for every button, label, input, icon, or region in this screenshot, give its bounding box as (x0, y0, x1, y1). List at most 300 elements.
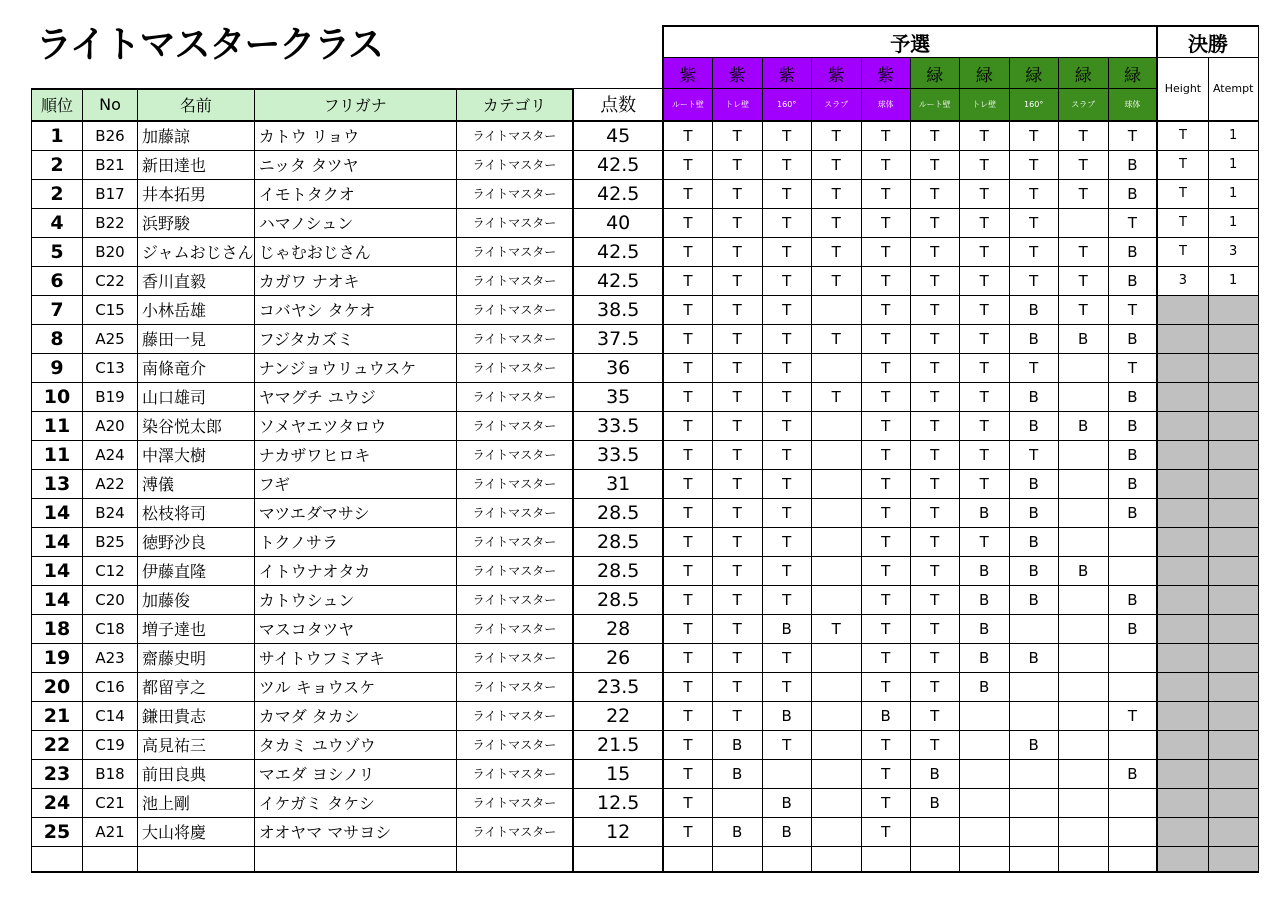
no-cell: C14 (83, 701, 138, 730)
rank-cell: 8 (32, 324, 83, 353)
result-cell: T (712, 614, 762, 643)
result-cell: T (959, 382, 1009, 411)
result-cell (811, 672, 861, 701)
rank-cell: 20 (32, 672, 83, 701)
result-cell: T (762, 266, 811, 295)
result-cell (1058, 585, 1108, 614)
result-cell: T (861, 150, 910, 179)
result-cell: T (762, 150, 811, 179)
final-cell (1157, 585, 1208, 614)
final-cell (1208, 730, 1258, 759)
result-cell: T (861, 469, 910, 498)
final-cell (1157, 469, 1208, 498)
final-cell (1208, 527, 1258, 556)
category-cell: ライトマスター (456, 643, 573, 672)
result-cell: T (663, 817, 712, 846)
result-cell (959, 788, 1009, 817)
table-row (32, 585, 1259, 614)
rank-cell: 25 (32, 817, 83, 846)
result-cell: T (712, 498, 762, 527)
result-cell: T (910, 585, 959, 614)
result-cell (811, 585, 861, 614)
result-cell: T (910, 527, 959, 556)
final-cell (1157, 411, 1208, 440)
final-cell: 1 (1208, 121, 1258, 151)
result-cell (1108, 527, 1157, 556)
name-cell: 小林岳雄 (138, 295, 255, 324)
result-cell: T (861, 643, 910, 672)
result-cell: T (959, 324, 1009, 353)
no-cell: C16 (83, 672, 138, 701)
furigana-cell: イケガミ タケシ (254, 788, 456, 817)
name-cell: 高見祐三 (138, 730, 255, 759)
score-cell: 36 (573, 353, 663, 382)
no-cell: C22 (83, 266, 138, 295)
result-cell: T (1108, 701, 1157, 730)
score-cell: 12.5 (573, 788, 663, 817)
furigana-cell: タカミ ユウゾウ (254, 730, 456, 759)
result-cell: T (762, 208, 811, 237)
result-cell: T (712, 324, 762, 353)
furigana-cell: フジタカズミ (254, 324, 456, 353)
result-cell: T (663, 353, 712, 382)
rank-cell: 10 (32, 382, 83, 411)
empty-cell (811, 846, 861, 872)
score-cell: 12 (573, 817, 663, 846)
category-cell: ライトマスター (456, 324, 573, 353)
final-cell (1208, 498, 1258, 527)
result-cell: T (663, 324, 712, 353)
name-cell: 山口雄司 (138, 382, 255, 411)
name-cell: ジャムおじさん (138, 237, 255, 266)
no-cell: C12 (83, 556, 138, 585)
wall-color-header: 緑 (1009, 58, 1058, 89)
final-cell (1157, 643, 1208, 672)
result-cell: T (861, 440, 910, 469)
result-cell (811, 730, 861, 759)
empty-cell (663, 846, 712, 872)
score-cell: 42.5 (573, 237, 663, 266)
no-cell: B21 (83, 150, 138, 179)
score-cell: 45 (573, 121, 663, 151)
category-cell: ライトマスター (456, 759, 573, 788)
final-cell: 1 (1208, 208, 1258, 237)
result-cell: T (910, 498, 959, 527)
result-cell: T (959, 295, 1009, 324)
name-cell: 増子達也 (138, 614, 255, 643)
furigana-cell: カトウシュン (254, 585, 456, 614)
category-cell: ライトマスター (456, 179, 573, 208)
furigana-cell: カマダ タカシ (254, 701, 456, 730)
result-cell: T (910, 614, 959, 643)
result-cell: T (811, 237, 861, 266)
wall-color-header: 紫 (811, 58, 861, 89)
score-cell: 26 (573, 643, 663, 672)
result-cell: T (663, 672, 712, 701)
result-cell: T (959, 150, 1009, 179)
table-row (32, 527, 1259, 556)
result-cell: T (762, 730, 811, 759)
result-cell: T (910, 295, 959, 324)
result-cell: T (811, 266, 861, 295)
name-cell: 井本拓男 (138, 179, 255, 208)
result-cell: T (861, 237, 910, 266)
final-cell: 1 (1208, 179, 1258, 208)
result-cell (1058, 382, 1108, 411)
result-cell: B (1108, 759, 1157, 788)
empty-cell (1058, 846, 1108, 872)
final-cell (1157, 672, 1208, 701)
result-cell: T (910, 150, 959, 179)
result-cell: T (861, 788, 910, 817)
result-cell: T (762, 440, 811, 469)
final-cell: T (1157, 121, 1208, 151)
result-cell: B (1108, 498, 1157, 527)
result-cell (1108, 556, 1157, 585)
score-cell: 37.5 (573, 324, 663, 353)
result-cell: T (712, 585, 762, 614)
result-cell: B (959, 614, 1009, 643)
result-cell: B (1009, 643, 1058, 672)
result-cell: T (762, 498, 811, 527)
final-cell (1157, 527, 1208, 556)
final-cell (1208, 382, 1258, 411)
final-cell (1208, 411, 1258, 440)
result-cell: T (762, 324, 811, 353)
blank-row (32, 846, 1259, 872)
result-cell: T (762, 527, 811, 556)
name-cell: 前田良典 (138, 759, 255, 788)
result-cell: T (712, 208, 762, 237)
result-cell: T (712, 643, 762, 672)
rank-cell: 4 (32, 208, 83, 237)
result-cell: T (910, 730, 959, 759)
result-cell: T (762, 179, 811, 208)
result-cell: T (910, 411, 959, 440)
result-cell: B (1108, 382, 1157, 411)
result-cell (762, 759, 811, 788)
category-cell: ライトマスター (456, 266, 573, 295)
table-row (32, 237, 1259, 266)
category-cell: ライトマスター (456, 701, 573, 730)
final-cell (1208, 556, 1258, 585)
empty-cell (83, 846, 138, 872)
table-row (32, 788, 1259, 817)
empty-cell (712, 846, 762, 872)
result-cell: T (1009, 121, 1058, 151)
rank-cell: 14 (32, 556, 83, 585)
furigana-cell: マツエダマサシ (254, 498, 456, 527)
name-cell: 藤田一見 (138, 324, 255, 353)
empty-cell (959, 846, 1009, 872)
result-cell (1058, 817, 1108, 846)
result-cell (811, 498, 861, 527)
table-row (32, 266, 1259, 295)
rank-cell: 13 (32, 469, 83, 498)
final-col-header: Atempt (1208, 58, 1258, 121)
result-cell: B (712, 759, 762, 788)
result-cell: T (712, 353, 762, 382)
result-cell: T (1009, 440, 1058, 469)
result-cell: T (762, 469, 811, 498)
rank-cell: 21 (32, 701, 83, 730)
result-cell: B (1108, 469, 1157, 498)
table-row (32, 208, 1259, 237)
category-cell: ライトマスター (456, 788, 573, 817)
table-row (32, 179, 1259, 208)
result-cell: T (861, 266, 910, 295)
category-cell: ライトマスター (456, 295, 573, 324)
result-cell: T (910, 440, 959, 469)
result-cell: T (712, 150, 762, 179)
result-cell: T (959, 266, 1009, 295)
furigana-cell: ツル キョウスケ (254, 672, 456, 701)
rank-cell: 14 (32, 498, 83, 527)
result-cell: T (811, 208, 861, 237)
score-cell: 38.5 (573, 295, 663, 324)
table-row (32, 730, 1259, 759)
result-cell: B (1108, 411, 1157, 440)
category-cell: ライトマスター (456, 498, 573, 527)
result-cell: T (663, 121, 712, 151)
rank-cell: 18 (32, 614, 83, 643)
result-cell: T (663, 614, 712, 643)
result-cell: T (762, 237, 811, 266)
result-cell: T (1009, 208, 1058, 237)
result-cell: T (959, 440, 1009, 469)
result-cell (959, 759, 1009, 788)
result-cell: T (1108, 121, 1157, 151)
final-cell (1208, 759, 1258, 788)
result-cell: T (663, 730, 712, 759)
rank-cell: 22 (32, 730, 83, 759)
final-cell (1208, 469, 1258, 498)
rank-header: 順位 (32, 89, 83, 121)
result-cell (811, 759, 861, 788)
result-cell: T (1009, 150, 1058, 179)
table-row (32, 817, 1259, 846)
result-cell: B (959, 498, 1009, 527)
name-cell: 溥儀 (138, 469, 255, 498)
category-cell: ライトマスター (456, 469, 573, 498)
result-cell: B (712, 730, 762, 759)
result-cell: B (1009, 527, 1058, 556)
furigana-cell: オオヤマ マサヨシ (254, 817, 456, 846)
result-cell: T (762, 353, 811, 382)
result-cell: T (959, 469, 1009, 498)
result-cell: T (861, 208, 910, 237)
final-cell (1157, 295, 1208, 324)
no-cell: A21 (83, 817, 138, 846)
score-cell: 23.5 (573, 672, 663, 701)
furigana-cell: カガワ ナオキ (254, 266, 456, 295)
rank-cell: 11 (32, 411, 83, 440)
table-row (32, 701, 1259, 730)
result-cell: T (1009, 179, 1058, 208)
furigana-cell: じゃむおじさん (254, 237, 456, 266)
result-cell: T (663, 643, 712, 672)
table-row (32, 411, 1259, 440)
score-cell: 33.5 (573, 411, 663, 440)
table-row (32, 150, 1259, 179)
result-cell: T (712, 411, 762, 440)
result-cell (811, 817, 861, 846)
final-header: 決勝 (1157, 26, 1258, 58)
rank-cell: 23 (32, 759, 83, 788)
category-cell: ライトマスター (456, 353, 573, 382)
rank-cell: 14 (32, 527, 83, 556)
result-cell (1058, 672, 1108, 701)
result-cell: T (1108, 295, 1157, 324)
name-header: 名前 (138, 89, 255, 121)
result-cell (811, 295, 861, 324)
score-cell: 15 (573, 759, 663, 788)
final-cell (1208, 295, 1258, 324)
final-cell (1208, 788, 1258, 817)
result-cell: T (959, 121, 1009, 151)
no-header: No (83, 89, 138, 121)
no-cell: B25 (83, 527, 138, 556)
furigana-header: フリガナ (254, 89, 456, 121)
name-cell: 伊藤直隆 (138, 556, 255, 585)
table-row (32, 382, 1259, 411)
result-cell: T (1009, 353, 1058, 382)
result-cell: T (811, 382, 861, 411)
result-cell (1058, 759, 1108, 788)
score-cell: 40 (573, 208, 663, 237)
no-cell: B18 (83, 759, 138, 788)
result-cell: B (1009, 295, 1058, 324)
result-cell (910, 817, 959, 846)
result-cell: T (712, 295, 762, 324)
result-cell: B (910, 759, 959, 788)
result-cell: B (1108, 150, 1157, 179)
furigana-cell: ハマノシュン (254, 208, 456, 237)
result-cell: T (910, 121, 959, 151)
page-title: ライトマスタークラス (36, 23, 384, 66)
wall-color-header: 緑 (1058, 58, 1108, 89)
result-cell: B (1009, 324, 1058, 353)
result-cell: T (910, 672, 959, 701)
final-cell: 1 (1208, 150, 1258, 179)
score-cell: 33.5 (573, 440, 663, 469)
result-cell: T (1058, 266, 1108, 295)
result-cell: T (663, 411, 712, 440)
final-cell: T (1157, 208, 1208, 237)
result-cell: T (762, 382, 811, 411)
result-cell: T (910, 643, 959, 672)
rank-cell: 24 (32, 788, 83, 817)
table-row (32, 469, 1259, 498)
no-cell: B17 (83, 179, 138, 208)
category-cell: ライトマスター (456, 150, 573, 179)
table-row (32, 324, 1259, 353)
result-cell: T (861, 498, 910, 527)
wall-name-header: トレ壁 (712, 89, 762, 121)
category-cell: ライトマスター (456, 121, 573, 151)
name-cell: 浜野駿 (138, 208, 255, 237)
no-cell: A23 (83, 643, 138, 672)
category-cell: ライトマスター (456, 208, 573, 237)
result-cell: T (811, 614, 861, 643)
result-cell (1009, 817, 1058, 846)
result-cell: T (663, 585, 712, 614)
result-cell: T (861, 353, 910, 382)
result-cell (1058, 701, 1108, 730)
table-row (32, 295, 1259, 324)
final-cell (1157, 701, 1208, 730)
no-cell: C20 (83, 585, 138, 614)
score-header: 点数 (573, 89, 663, 121)
name-cell: 池上剛 (138, 788, 255, 817)
empty-cell (456, 846, 573, 872)
wall-name-header: スラブ (811, 89, 861, 121)
empty-cell (573, 846, 663, 872)
result-cell (811, 701, 861, 730)
score-cell: 35 (573, 382, 663, 411)
result-cell (1108, 788, 1157, 817)
empty-cell (1009, 846, 1058, 872)
score-cell: 28.5 (573, 585, 663, 614)
result-cell: T (861, 585, 910, 614)
name-cell: 徳野沙良 (138, 527, 255, 556)
result-cell: T (762, 672, 811, 701)
score-cell: 22 (573, 701, 663, 730)
qualifying-header: 予選 (663, 26, 1157, 58)
furigana-cell: ニッタ タツヤ (254, 150, 456, 179)
result-cell: B (1108, 324, 1157, 353)
result-cell: T (861, 527, 910, 556)
no-cell: A20 (83, 411, 138, 440)
no-cell: C21 (83, 788, 138, 817)
result-cell: T (811, 150, 861, 179)
result-cell: T (1058, 237, 1108, 266)
result-cell (1009, 614, 1058, 643)
table-row (32, 353, 1259, 382)
result-cell: T (910, 353, 959, 382)
result-cell: T (712, 469, 762, 498)
table-row (32, 498, 1259, 527)
result-cell: B (1108, 266, 1157, 295)
result-cell: T (1058, 179, 1108, 208)
result-cell: T (712, 237, 762, 266)
name-cell: 都留亨之 (138, 672, 255, 701)
empty-cell (1157, 846, 1208, 872)
final-cell (1208, 324, 1258, 353)
result-cell: T (1009, 266, 1058, 295)
furigana-cell: サイトウフミアキ (254, 643, 456, 672)
empty-cell (762, 846, 811, 872)
table-row (32, 643, 1259, 672)
score-cell: 42.5 (573, 150, 663, 179)
result-cell: T (861, 324, 910, 353)
furigana-cell: ナンジョウリュウスケ (254, 353, 456, 382)
no-cell: B19 (83, 382, 138, 411)
result-cell: T (910, 179, 959, 208)
final-cell: 1 (1208, 266, 1258, 295)
empty-cell (910, 846, 959, 872)
result-cell: T (762, 556, 811, 585)
category-cell: ライトマスター (456, 730, 573, 759)
result-cell: T (861, 295, 910, 324)
result-cell: T (861, 672, 910, 701)
result-cell: T (712, 266, 762, 295)
category-cell: ライトマスター (456, 527, 573, 556)
result-cell (1058, 208, 1108, 237)
no-cell: B24 (83, 498, 138, 527)
final-cell (1157, 759, 1208, 788)
final-cell (1208, 353, 1258, 382)
